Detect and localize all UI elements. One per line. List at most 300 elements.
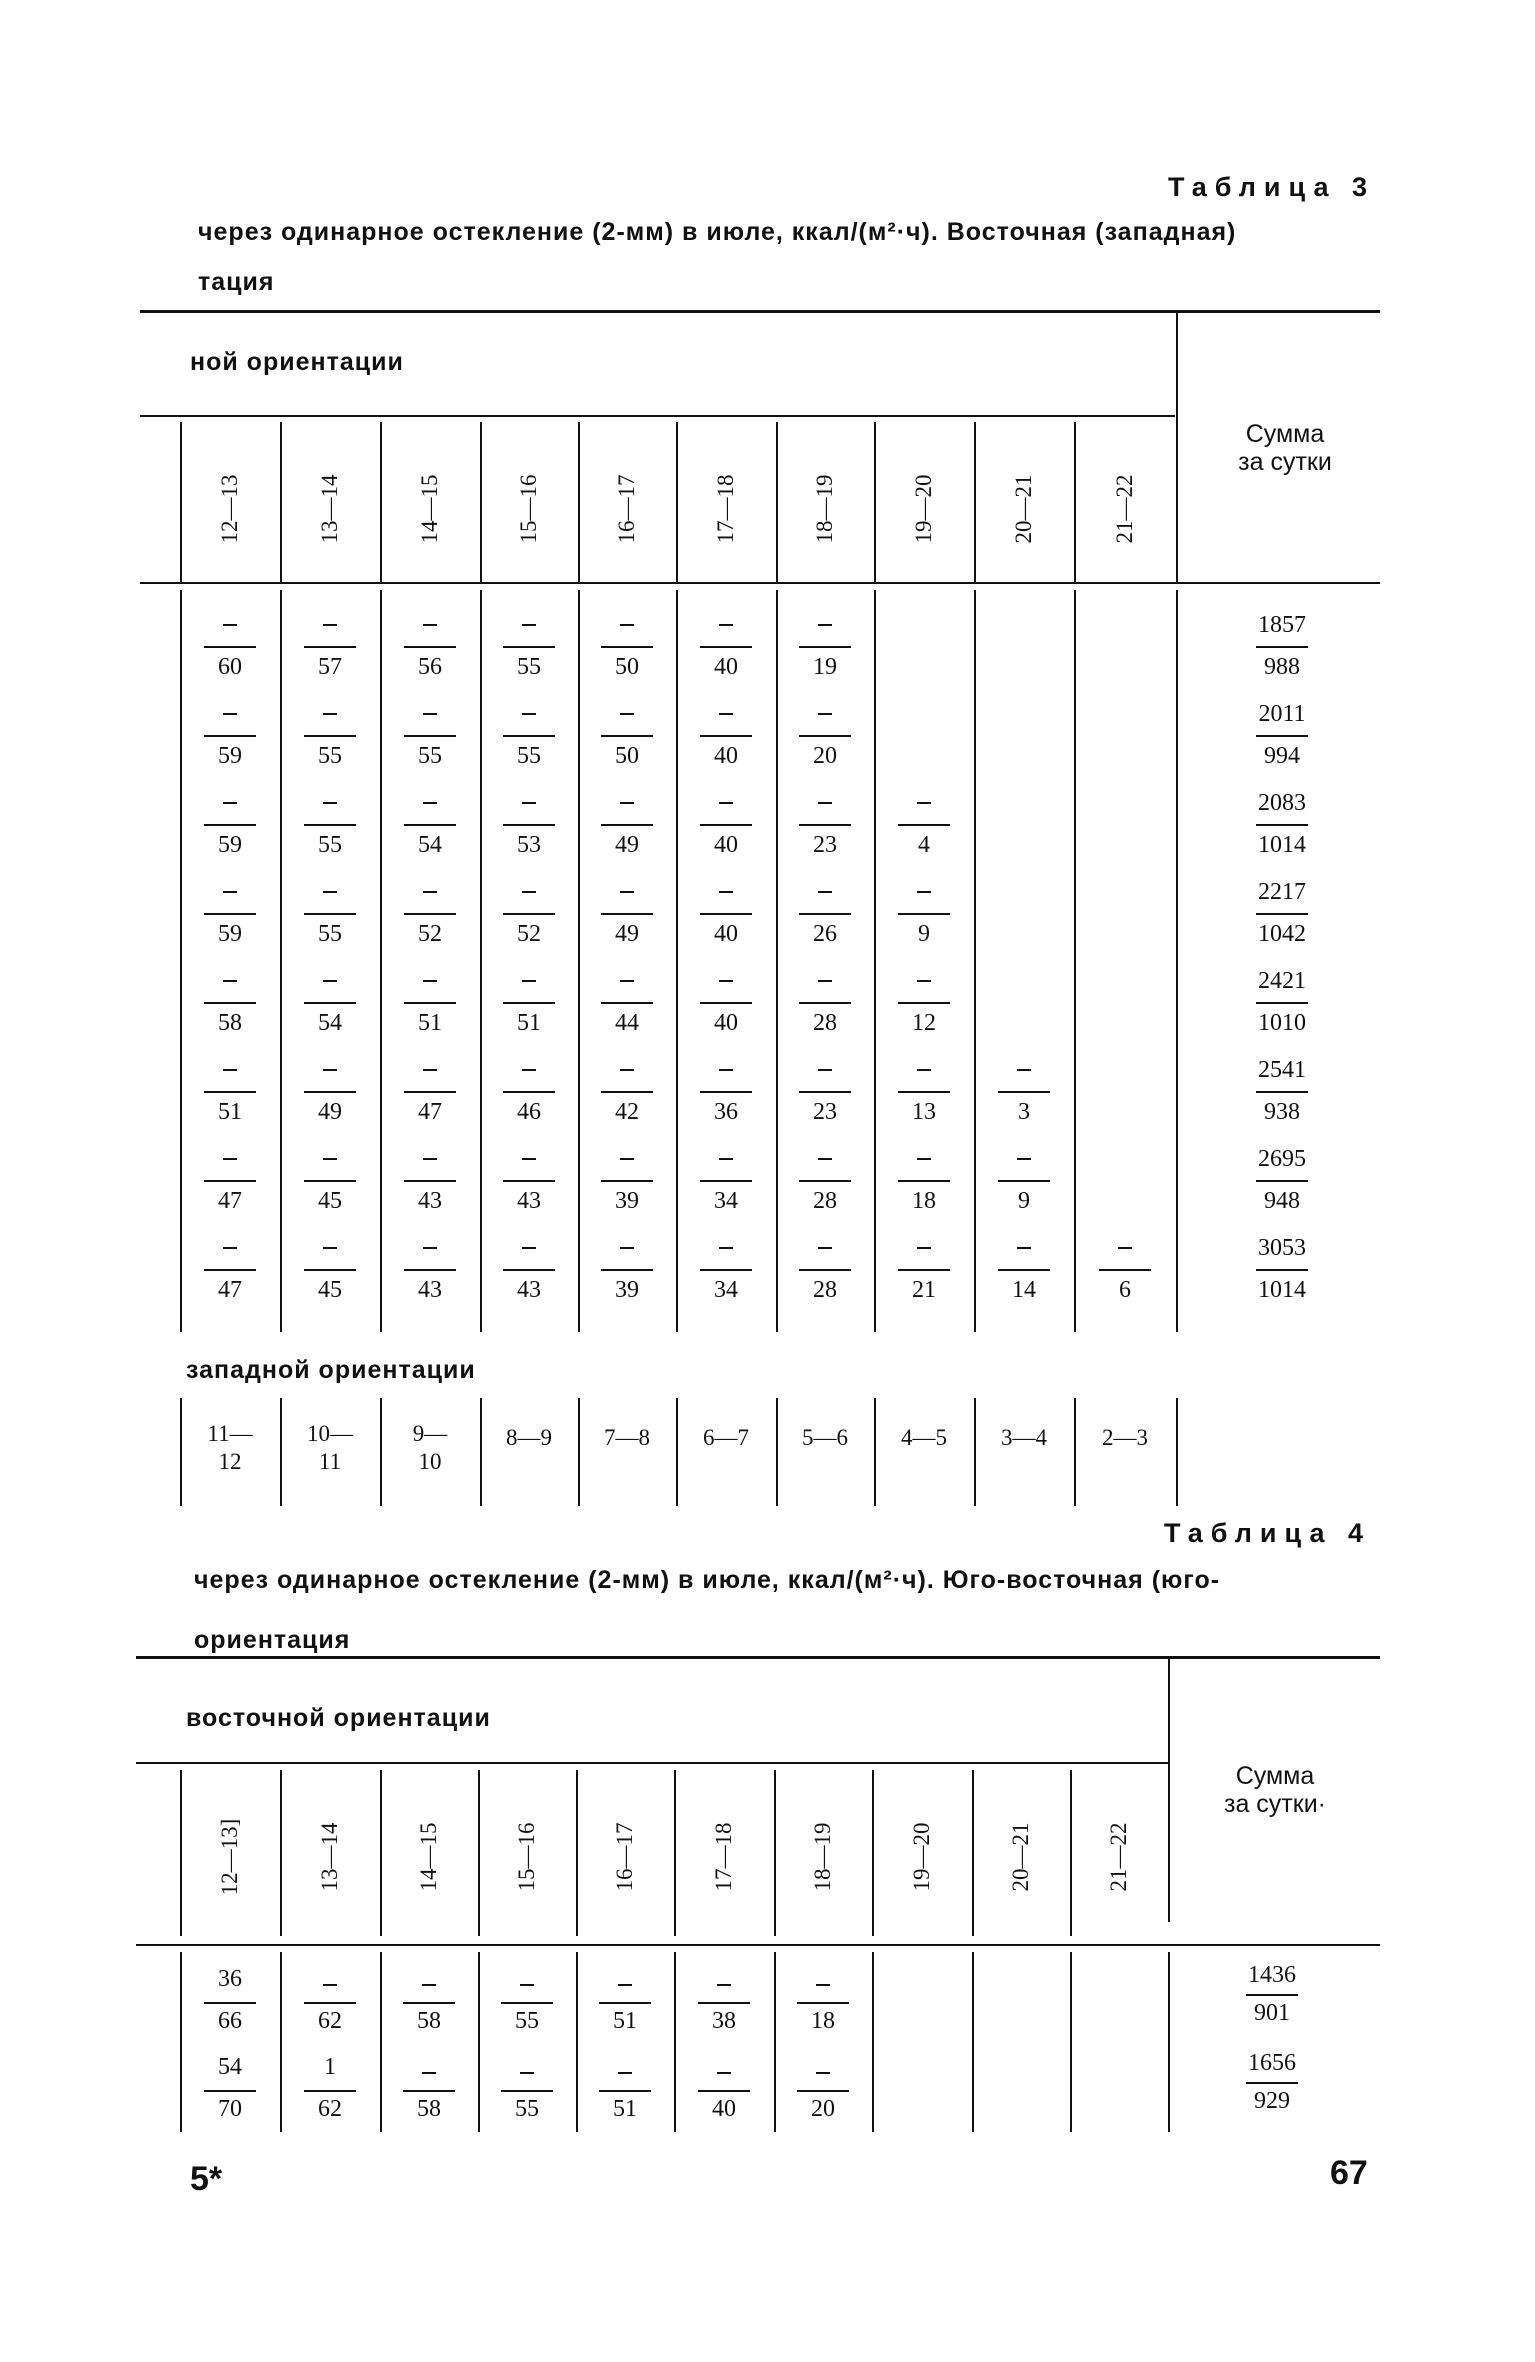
table-4-fraction-bar	[797, 2002, 849, 2004]
table-3-cell-value: 23	[813, 832, 837, 858]
table-3-col-divider	[974, 590, 976, 1332]
table-3-cell-value: 58	[218, 1010, 242, 1036]
table-3-col-divider	[280, 590, 282, 1332]
table-3-zero-dash	[323, 802, 337, 804]
table-4-col-divider	[280, 1952, 282, 2132]
table-3-zero-dash	[522, 891, 536, 893]
table-3-column-header: 12—13	[217, 474, 242, 544]
table-4-column-header: 15—16	[514, 1822, 539, 1892]
table-3-zero-dash	[818, 1069, 832, 1071]
table-3-zero-dash	[223, 1158, 237, 1160]
table-3-cell-value: 55	[517, 743, 541, 769]
table-3-cell-value: 49	[318, 1099, 342, 1125]
table-3-fraction-bar	[700, 735, 752, 737]
table-3-fraction-bar	[503, 1002, 555, 1004]
table-3-zero-dash	[223, 891, 237, 893]
table-4-cell-value: 58	[417, 2008, 441, 2034]
table-3-zero-dash	[323, 713, 337, 715]
table-3-sum-bottom: 1014	[1258, 832, 1306, 858]
table-3-cell-value: 26	[813, 921, 837, 947]
table-3-fraction-bar	[700, 1091, 752, 1093]
table-3-fraction-bar	[799, 735, 851, 737]
table-3-west-label: западной ориентации	[186, 1356, 476, 1384]
table-3-cell-value: 55	[318, 832, 342, 858]
table-3-zero-dash	[620, 980, 634, 982]
table-3-zero-dash	[323, 891, 337, 893]
table-3-fraction-bar	[204, 1269, 256, 1271]
table-3-zero-dash	[423, 1247, 437, 1249]
table-3-cell-value: 40	[714, 743, 738, 769]
table-4-cell-value: 38	[712, 2008, 736, 2034]
table-3-zero-dash	[719, 1247, 733, 1249]
table-3-zero-dash	[522, 624, 536, 626]
table-3-cell-value: 56	[418, 654, 442, 680]
table-3-zero-dash	[223, 980, 237, 982]
table-3-fraction-bar	[799, 1180, 851, 1182]
table-3-fraction-bar	[799, 824, 851, 826]
table-3-fraction-bar	[404, 824, 456, 826]
table-3-sum-bar	[1256, 913, 1308, 915]
table-4-fraction-bar	[501, 2002, 553, 2004]
table-4-fraction-bar	[797, 2090, 849, 2092]
table-3-cell-value: 51	[517, 1010, 541, 1036]
table-4-fraction-bar	[501, 2090, 553, 2092]
table-3-cell-value: 43	[418, 1277, 442, 1303]
table-3-zero-dash	[620, 802, 634, 804]
table-3-sum-bottom: 988	[1264, 654, 1300, 680]
table-4-sum-top: 1436	[1248, 1962, 1296, 1988]
table-3-col-divider	[1176, 590, 1178, 1332]
table-3-west-hour: 7—8	[604, 1425, 650, 1450]
table-4-col-divider	[280, 1770, 282, 1936]
table-3-zero-dash	[323, 980, 337, 982]
table-4-sum-top: 1656	[1248, 2050, 1296, 2076]
table-4-zero-dash	[816, 2072, 830, 2074]
table-4-zero-dash	[816, 1984, 830, 1986]
table-3-zero-dash	[620, 891, 634, 893]
table-3-sum-header: Сумма за сутки	[1238, 420, 1332, 476]
table-3-sum-bottom: 1010	[1258, 1010, 1306, 1036]
table-3-cell-value: 44	[615, 1010, 639, 1036]
table-3-cell-value: 28	[813, 1277, 837, 1303]
table-3-fraction-bar	[503, 913, 555, 915]
table-3-zero-dash	[818, 713, 832, 715]
table-4-column-header: 19—20	[909, 1822, 934, 1892]
table-4-col-divider	[380, 1770, 382, 1936]
table-3-fraction-bar	[601, 1180, 653, 1182]
table-3-fraction-bar	[404, 1269, 456, 1271]
table-3-fraction-bar	[700, 824, 752, 826]
table-3-cell-value: 34	[714, 1188, 738, 1214]
table-4-top-rule	[136, 1656, 1380, 1659]
table-4-zero-dash	[717, 2072, 731, 2074]
table-3-fraction-bar	[204, 913, 256, 915]
table-3-cell-value: 60	[218, 654, 242, 680]
table-3-sum-bar	[1256, 1002, 1308, 1004]
table-3-zero-dash	[818, 802, 832, 804]
table-3-west-divider	[280, 1398, 282, 1506]
table-3-cell-value: 36	[714, 1099, 738, 1125]
table-3-cell-value: 59	[218, 921, 242, 947]
table-3-west-hour: 6—7	[703, 1425, 749, 1450]
table-4-col-divider	[872, 1770, 874, 1936]
table-4-col-divider	[872, 1952, 874, 2132]
table-3-sum-bottom: 948	[1264, 1188, 1300, 1214]
table-4-col-divider	[478, 1770, 480, 1936]
table-3-cell-value: 59	[218, 743, 242, 769]
table-3-column-header: 15—16	[516, 474, 541, 544]
table-3-cell-value: 54	[418, 832, 442, 858]
table-3-zero-dash	[323, 1158, 337, 1160]
table-4-fraction-bar	[304, 2090, 356, 2092]
table-3-col-divider	[676, 590, 678, 1332]
table-3-fraction-bar	[304, 1180, 356, 1182]
table-3-col-divider	[380, 590, 382, 1332]
table-4-cell-value: 55	[515, 2096, 539, 2122]
table-4-column-header: 16—17	[612, 1822, 637, 1892]
table-3-column-header: 16—17	[614, 474, 639, 544]
table-3-fraction-bar	[898, 824, 950, 826]
table-3-zero-dash	[223, 1069, 237, 1071]
table-4-cell-value: 51	[613, 2008, 637, 2034]
table-3-fraction-bar	[898, 1002, 950, 1004]
table-3-fraction-bar	[898, 1091, 950, 1093]
table-3-cell-value: 51	[218, 1099, 242, 1125]
table-3-cell-value: 28	[813, 1010, 837, 1036]
table-3-zero-dash	[620, 624, 634, 626]
table-3-west-hour: 11— 12	[207, 1421, 253, 1474]
table-4-zero-dash	[717, 1984, 731, 1986]
table-4-fraction-bar	[698, 2002, 750, 2004]
table-3-zero-dash	[1118, 1247, 1132, 1249]
table-3-zero-dash	[522, 802, 536, 804]
table-3-fraction-bar	[898, 913, 950, 915]
table-3-cell-value: 54	[318, 1010, 342, 1036]
table-3-fraction-bar	[404, 913, 456, 915]
table-3-cell-value: 52	[517, 921, 541, 947]
table-4-zero-dash	[422, 1984, 436, 1986]
table-3-col-divider	[180, 590, 182, 1332]
table-3-cell-value: 40	[714, 921, 738, 947]
table-3-cell-value: 3	[1018, 1099, 1030, 1125]
table-4-col-divider	[774, 1952, 776, 2132]
table-3-cell-value: 50	[615, 743, 639, 769]
table-3-col-divider	[874, 590, 876, 1332]
table-3-fraction-bar	[998, 1269, 1050, 1271]
table-3-sum-top: 3053	[1258, 1235, 1306, 1261]
table-3-cell-value: 28	[813, 1188, 837, 1214]
table-3-cell-value: 34	[714, 1277, 738, 1303]
table-3-header-rule	[140, 582, 1380, 584]
table-4-group-header: восточной ориентации	[186, 1704, 491, 1732]
table-3-fraction-bar	[700, 646, 752, 648]
table-3-fraction-bar	[799, 646, 851, 648]
table-3-col-divider	[578, 422, 580, 582]
table-3-fraction-bar	[700, 913, 752, 915]
table-3-west-hour: 10— 11	[307, 1421, 353, 1474]
table-4-fraction-bar	[204, 2002, 256, 2004]
table-3-fraction-bar	[700, 1180, 752, 1182]
table-3-cell-value: 9	[1018, 1188, 1030, 1214]
table-3-fraction-bar	[204, 646, 256, 648]
table-4-fraction-bar	[403, 2090, 455, 2092]
table-4-sum-bar	[1246, 1994, 1298, 1996]
table-3-cell-value: 18	[912, 1188, 936, 1214]
table-3-zero-dash	[522, 713, 536, 715]
table-3-sum-bottom: 1042	[1258, 921, 1306, 947]
table-3-zero-dash	[719, 802, 733, 804]
table-4-column-header: 20—21	[1008, 1822, 1033, 1892]
table-3-zero-dash	[818, 1247, 832, 1249]
table-3-west-divider	[380, 1398, 382, 1506]
table-3-col-divider	[974, 422, 976, 582]
table-3-cell-value: 55	[418, 743, 442, 769]
table-3-label: Таблица 3	[1167, 172, 1375, 202]
table-3-west-hour: 4—5	[901, 1425, 947, 1450]
table-4-col-divider	[774, 1770, 776, 1936]
table-3-zero-dash	[719, 1069, 733, 1071]
table-3-west-divider	[1074, 1398, 1076, 1506]
table-3-sum-top: 2217	[1258, 879, 1306, 905]
table-4-fraction-bar	[204, 2090, 256, 2092]
table-3-cell-value: 19	[813, 654, 837, 680]
table-3-group-header: ной ориентации	[190, 348, 404, 376]
table-4-col-divider	[380, 1952, 382, 2132]
table-3-west-divider	[480, 1398, 482, 1506]
table-3-caption: через одинарное остекление (2-мм) в июле, ккал/(м²·ч). Восточная (западная)	[198, 218, 1237, 246]
table-4-caption-cont: ориентация	[194, 1626, 351, 1654]
table-3-west-hour: 5—6	[802, 1425, 848, 1450]
table-3-col-divider	[480, 422, 482, 582]
table-3-sum-bar	[1256, 1180, 1308, 1182]
table-3-fraction-bar	[799, 1002, 851, 1004]
table-3-zero-dash	[620, 713, 634, 715]
table-4-fraction-bar	[698, 2090, 750, 2092]
table-3-cell-value: 40	[714, 832, 738, 858]
table-3-fraction-bar	[601, 1091, 653, 1093]
table-4-cell-value: 40	[712, 2096, 736, 2122]
table-4-column-header: 18—19	[810, 1822, 835, 1892]
table-3-west-divider	[676, 1398, 678, 1506]
table-4-zero-dash	[618, 2072, 632, 2074]
table-4-zero-dash	[520, 2072, 534, 2074]
table-3-fraction-bar	[204, 1180, 256, 1182]
table-4-column-header: 17—18	[711, 1822, 736, 1892]
table-3-zero-dash	[719, 713, 733, 715]
table-4-col-divider	[576, 1770, 578, 1936]
table-4-cell-value: 51	[613, 2096, 637, 2122]
table-4-cell-top: 54	[218, 2054, 242, 2080]
table-3-zero-dash	[223, 802, 237, 804]
table-4-column-header: 12—13]	[217, 1818, 242, 1896]
table-3-col-divider	[1074, 590, 1076, 1332]
table-3-cell-value: 55	[517, 654, 541, 680]
table-3-sum-bottom: 938	[1264, 1099, 1300, 1125]
table-4-sum-divider	[1168, 1658, 1170, 1922]
table-4-sum-bottom: 929	[1254, 2088, 1290, 2114]
table-4-group-rule	[136, 1762, 1168, 1764]
table-3-cell-value: 47	[418, 1099, 442, 1125]
table-3-sum-top: 1857	[1258, 612, 1306, 638]
table-3-sum-divider	[1176, 312, 1178, 582]
table-3-zero-dash	[323, 1069, 337, 1071]
table-3-fraction-bar	[304, 1269, 356, 1271]
table-4-col-divider	[972, 1952, 974, 2132]
table-3-zero-dash	[620, 1247, 634, 1249]
table-4-cell-value: 58	[417, 2096, 441, 2122]
table-3-column-header: 20—21	[1011, 474, 1036, 544]
table-3-cell-value: 53	[517, 832, 541, 858]
table-3-zero-dash	[423, 713, 437, 715]
table-3-fraction-bar	[503, 735, 555, 737]
table-3-zero-dash	[522, 1069, 536, 1071]
table-3-sum-top: 2083	[1258, 790, 1306, 816]
table-3-west-divider	[1176, 1398, 1178, 1506]
table-3-west-hour: 9— 10	[412, 1421, 448, 1474]
table-3-sum-top: 2011	[1258, 701, 1306, 727]
table-3-sum-bar	[1256, 1269, 1308, 1271]
table-3-cell-value: 55	[318, 921, 342, 947]
table-3-cell-value: 47	[218, 1188, 242, 1214]
table-3-zero-dash	[917, 980, 931, 982]
table-3-zero-dash	[719, 1158, 733, 1160]
table-3-zero-dash	[917, 1247, 931, 1249]
table-4-col-divider	[972, 1770, 974, 1936]
table-3-cell-value: 4	[918, 832, 930, 858]
table-4-cell-value: 62	[318, 2008, 342, 2034]
table-4-fraction-bar	[304, 2002, 356, 2004]
table-3-zero-dash	[620, 1158, 634, 1160]
table-3-cell-value: 39	[615, 1277, 639, 1303]
table-3-zero-dash	[522, 980, 536, 982]
table-3-fraction-bar	[601, 913, 653, 915]
table-3-sum-top: 2541	[1258, 1057, 1306, 1083]
table-3-zero-dash	[423, 980, 437, 982]
table-4-column-header: 14—15	[416, 1822, 441, 1892]
table-3-cell-value: 42	[615, 1099, 639, 1125]
table-3-fraction-bar	[304, 1002, 356, 1004]
table-3-fraction-bar	[601, 824, 653, 826]
table-3-zero-dash	[1017, 1158, 1031, 1160]
table-3-fraction-bar	[601, 735, 653, 737]
table-3-sum-top: 2421	[1258, 968, 1306, 994]
table-3-column-header: 17—18	[713, 474, 738, 544]
table-3-zero-dash	[223, 713, 237, 715]
table-3-zero-dash	[223, 624, 237, 626]
table-3-zero-dash	[818, 980, 832, 982]
table-3-zero-dash	[423, 891, 437, 893]
table-3-fraction-bar	[404, 646, 456, 648]
table-4-zero-dash	[323, 1984, 337, 1986]
table-4-cell-value: 66	[218, 2008, 242, 2034]
table-3-fraction-bar	[304, 646, 356, 648]
table-3-cell-value: 55	[318, 743, 342, 769]
table-3-fraction-bar	[304, 824, 356, 826]
table-3-fraction-bar	[601, 1002, 653, 1004]
table-4-cell-value: 20	[811, 2096, 835, 2122]
table-3-fraction-bar	[204, 1091, 256, 1093]
table-3-fraction-bar	[799, 1269, 851, 1271]
table-3-fraction-bar	[404, 735, 456, 737]
table-3-sum-bottom: 1014	[1258, 1277, 1306, 1303]
table-4-col-divider	[576, 1952, 578, 2132]
table-3-column-header: 18—19	[812, 474, 837, 544]
table-3-west-hour: 3—4	[1001, 1425, 1047, 1450]
table-4-header-rule	[136, 1944, 1380, 1946]
table-3-cell-value: 45	[318, 1188, 342, 1214]
table-4-sum-header: Сумма за сутки·	[1224, 1762, 1326, 1818]
table-3-fraction-bar	[601, 1269, 653, 1271]
table-3-fraction-bar	[700, 1002, 752, 1004]
table-3-west-divider	[974, 1398, 976, 1506]
table-3-fraction-bar	[503, 1091, 555, 1093]
table-3-cell-value: 43	[418, 1188, 442, 1214]
table-3-zero-dash	[818, 1158, 832, 1160]
table-3-zero-dash	[522, 1247, 536, 1249]
table-3-fraction-bar	[799, 1091, 851, 1093]
table-3-fraction-bar	[799, 913, 851, 915]
table-3-zero-dash	[818, 624, 832, 626]
table-3-zero-dash	[423, 624, 437, 626]
table-3-col-divider	[676, 422, 678, 582]
table-3-zero-dash	[818, 891, 832, 893]
table-3-sum-top: 2695	[1258, 1146, 1306, 1172]
table-3-column-header: 19—20	[911, 474, 936, 544]
table-4-cell-value: 18	[811, 2008, 835, 2034]
table-4-cell-value: 70	[218, 2096, 242, 2122]
page-number: 67	[1330, 2154, 1368, 2192]
table-4-col-divider	[674, 1770, 676, 1936]
table-3-fraction-bar	[700, 1269, 752, 1271]
table-3-zero-dash	[423, 802, 437, 804]
table-3-zero-dash	[620, 1069, 634, 1071]
table-3-column-header: 14—15	[417, 474, 442, 544]
table-3-west-hour: 2—3	[1102, 1425, 1148, 1450]
table-3-zero-dash	[719, 891, 733, 893]
table-3-fraction-bar	[404, 1180, 456, 1182]
table-3-group-rule	[140, 415, 1175, 417]
table-3-fraction-bar	[304, 735, 356, 737]
table-3-zero-dash	[917, 1069, 931, 1071]
table-3-cell-value: 12	[912, 1010, 936, 1036]
table-3-fraction-bar	[1099, 1269, 1151, 1271]
table-3-fraction-bar	[898, 1269, 950, 1271]
table-3-sum-bar	[1256, 735, 1308, 737]
table-3-cell-value: 13	[912, 1099, 936, 1125]
table-3-zero-dash	[917, 802, 931, 804]
table-3-zero-dash	[522, 1158, 536, 1160]
table-4-fraction-bar	[403, 2002, 455, 2004]
table-3-column-header: 13—14	[317, 474, 342, 544]
table-3-zero-dash	[423, 1158, 437, 1160]
table-4-col-divider	[478, 1952, 480, 2132]
table-3-zero-dash	[223, 1247, 237, 1249]
table-3-fraction-bar	[304, 913, 356, 915]
table-3-col-divider	[1074, 422, 1076, 582]
table-3-cell-value: 21	[912, 1277, 936, 1303]
table-3-zero-dash	[719, 980, 733, 982]
table-3-sum-bar	[1256, 646, 1308, 648]
table-3-zero-dash	[1017, 1069, 1031, 1071]
table-4-cell-top: 36	[218, 1966, 242, 1992]
table-4-sum-bar	[1246, 2082, 1298, 2084]
table-3-cell-value: 57	[318, 654, 342, 680]
table-4-zero-dash	[618, 1984, 632, 1986]
table-3-zero-dash	[423, 1069, 437, 1071]
table-3-col-divider	[180, 422, 182, 582]
table-3-sum-bottom: 994	[1264, 743, 1300, 769]
table-3-cell-value: 20	[813, 743, 837, 769]
